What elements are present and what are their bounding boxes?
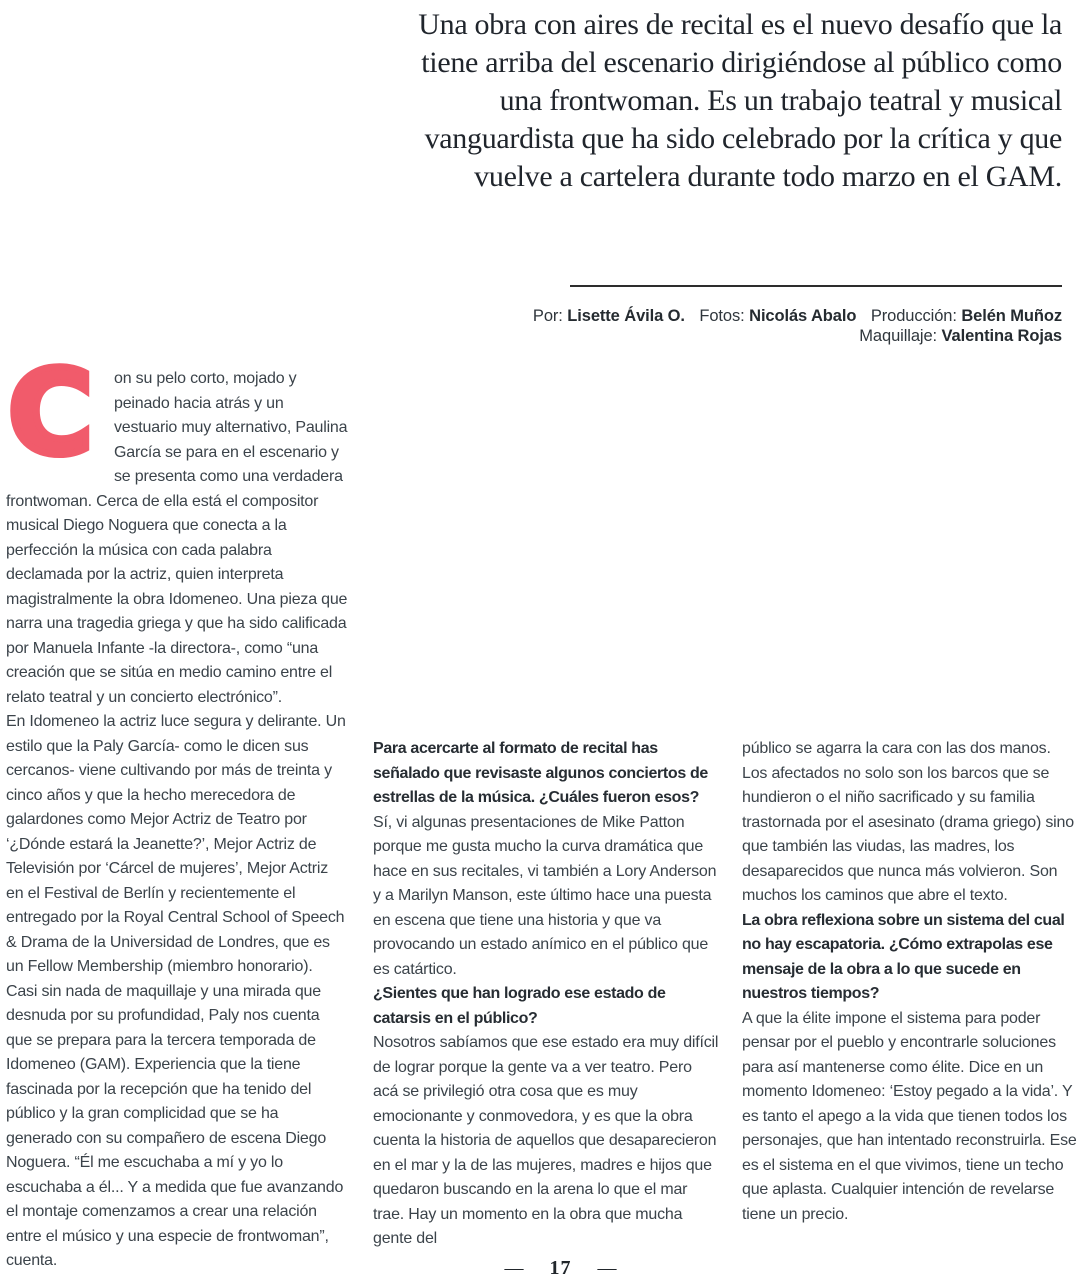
credit-name-maquillaje: Valentina Rojas <box>941 327 1062 345</box>
credits-line-1 <box>412 306 1062 326</box>
credit-label-por: Por: <box>532 307 563 325</box>
credit-name-por: Lisette Ávila O. <box>567 307 685 325</box>
credits-line-2 <box>412 326 1062 346</box>
interview-answer-1: Sí, vi algunas presentaciones de Mike Patton porque me gusta mucho la curva dramática que hace en sus recitales, vi también a Lory Anderson y a Marilyn Manson, este último hace una puesta en escena que tiene una historia y que va provocando un estado anímico en el público que es catártico. <box>373 813 717 978</box>
body-paragraph-1 <box>6 346 348 710</box>
drop-cap-letter: C <box>8 346 93 481</box>
credit-name-fotos: Nicolás Abalo <box>749 307 857 325</box>
page-number-dash-left: — <box>504 1257 524 1279</box>
body-paragraph-3: Casi sin nada de maquillaje y una mirada que desnuda por su profundidad, Paly nos cuenta que se prepara para la tercera temporada de Idomeneo (GAM). Experiencia que la tiene fascinada por la recepción que ha tenido del público y la gran complicidad que se ha generado con su compañero de escena Diego Noguera. “Él me escuchaba a mí y yo lo escuchaba a él... Y a medida que fue avanzando el montaje comenzamos a crear una relación entre el músico y una especie de frontwoman”, cuenta. <box>6 982 344 1269</box>
interview-question-3: La obra reflexiona sobre un sistema del cual no hay escapatoria. ¿Cómo extrapolas ese mensaje de la obra a lo que sucede en nuestros tiempos? <box>742 911 1065 1002</box>
credits-block <box>412 306 1062 346</box>
interview-answer-2: Nosotros sabíamos que ese estado era muy difícil de lograr porque la gente va a ver teatro. Pero acá se privilegió otra cosa que es muy emocionante y conmovedora, y es que la obra cuenta la historia de aquellos que desaparecieron en el mar y la de las mujeres, madres e hijos que quedaron buscando en la arena lo que el mar trae. Hay un momento en la obra que mucha gente del <box>373 1034 719 1247</box>
interview-answer-3: A que la élite impone el sistema para poder pensar por el pueblo y encontrarle soluciones para así mantenerse como élite. Dice en un momento Idomeneo: ‘Estoy pegado a la vida’. Y es tanto el apego a la vida que tienen todos los personajes, que han intentado reconstruirla. Ese es el sistema en el que vivimos, tiene un techo que aplasta. Cualquier intención de revelarse tiene un precio. <box>742 1009 1077 1223</box>
page-number-footer <box>15 1257 1091 1280</box>
page-number: 17 <box>549 1257 572 1279</box>
drop-cap <box>6 346 114 481</box>
article-column-3 <box>742 737 1079 1227</box>
credit-label-maquillaje: Maquillaje: <box>859 327 938 345</box>
interview-question-2: ¿Sientes que han logrado ese estado de catarsis en el público? <box>373 985 666 1027</box>
interview-answer-2-continued: público se agarra la cara con las dos manos. Los afectados no solo son los barcos que se hundieron o el niño sacrificado y su familia trastornada por el asesinato (drama griego) sino que también las viudas, las madres, los desaparecidos que nunca más volvieron. Son muchos los caminos que abre el texto. <box>742 740 1074 904</box>
article-column-1 <box>6 346 348 1274</box>
article-column-2 <box>373 737 720 1252</box>
intro-deck-paragraph: Una obra con aires de recital es el nuevo desafío que la tiene arriba del escenario dirigiéndose al público como una frontwoman. Es un trabajo teatral y musical vanguardista que ha sido celebrado por la crítica y que vuelve a cartelera durante todo marzo en el GAM. <box>418 8 1062 193</box>
body-paragraph-2: En Idomeneo la actriz luce segura y delirante. Un estilo que la Paly García- como le dicen sus cercanos- viene cultivando por más de treinta y cinco años y que la hecho merecedora de galardones como Mejor Actriz de Teatro por ‘¿Dónde estará la Jeanette?’, Mejor Actriz de Televisión por ‘Cárcel de mujeres’, Mejor Actriz en el Festival de Berlín y recientemente el entregado por la Royal Central School of Speech & Drama de la Universidad de Londres, que es un Fellow Membership (miembro honorario). <box>6 713 346 975</box>
divider-rule <box>570 285 1062 287</box>
credit-label-fotos: Fotos: <box>699 307 745 325</box>
credit-name-produccion: Belén Muñoz <box>961 307 1062 325</box>
page-number-dash-right: — <box>597 1257 617 1279</box>
body-paragraph-1-text: on su pelo corto, mojado y peinado hacia atrás y un vestuario muy alternativo, Paulina García se para en el escenario y se presenta como una verdadera frontwoman. Cerca de ella está el compositor musical Diego Noguera que conecta a la perfección la música con cada palabra declamada por la actriz, quien interpreta magistralmente la obra Idomeneo. Una pieza que narra una tragedia griega y que ha sido calificada por Manuela Infante -la directora-, como “una creación que se sitúa en medio camino entre el relato teatral y un concierto electrónico”. <box>6 370 348 706</box>
credit-label-produccion: Producción: <box>870 307 957 325</box>
interview-question-1: Para acercarte al formato de recital has señalado que revisaste algunos conciertos de estrellas de la música. ¿Cuáles fueron esos? <box>373 740 708 806</box>
